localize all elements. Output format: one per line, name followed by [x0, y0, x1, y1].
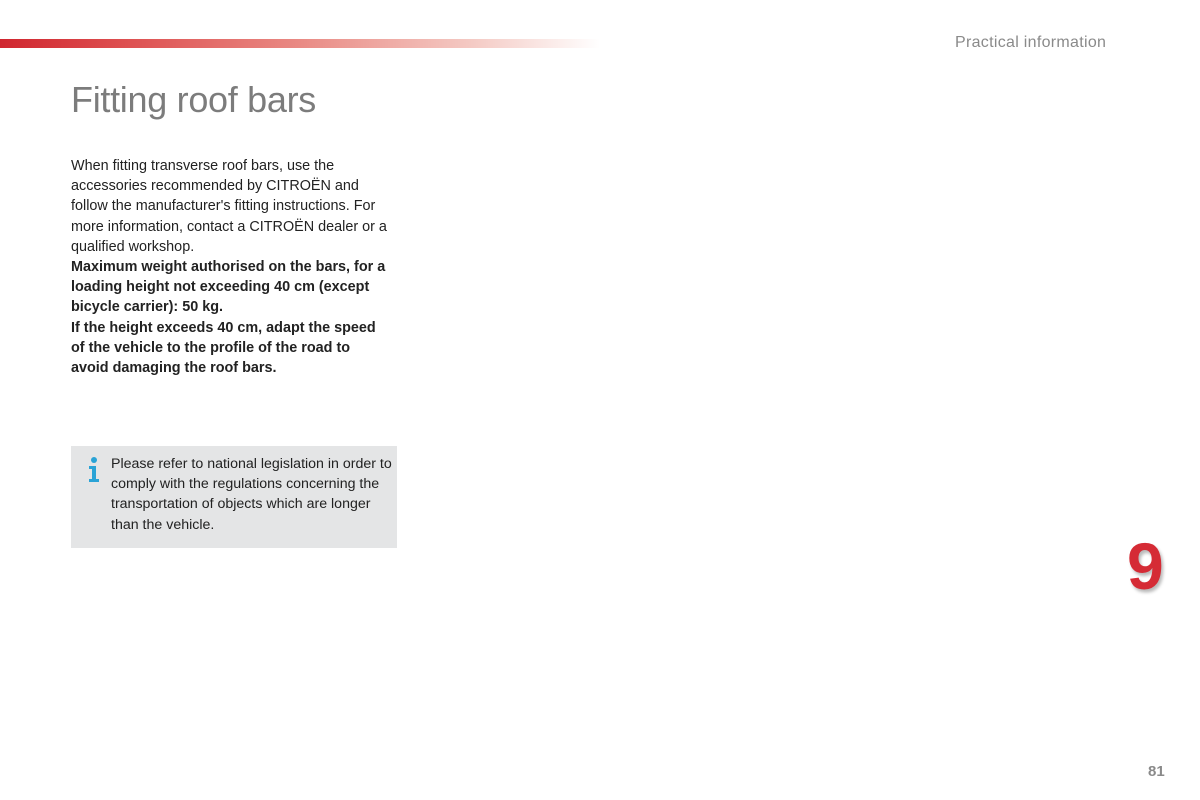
chapter-number: 9 — [1127, 529, 1164, 603]
info-note-box — [71, 446, 397, 548]
info-icon — [87, 456, 101, 484]
intro-paragraph: When fitting transverse roof bars, use the accessories recommended by CITROËN and follow the manufacturer's fitting instructions. For more information, contact a CITROËN dealer or a qualified workshop. — [71, 158, 387, 255]
header-accent-bar — [0, 39, 600, 48]
height-warning: If the height exceeds 40 cm, adapt the speed of the vehicle to the profile of the road to avoid damaging the roof bars. — [71, 319, 376, 377]
body-content — [71, 156, 391, 378]
info-note-text: Please refer to national legislation in order to comply with the regulations concerning the transportation of objects which are longer than the vehicle. — [111, 456, 392, 533]
page-title: Fitting roof bars — [71, 79, 317, 120]
max-weight-warning: Maximum weight authorised on the bars, for a loading height not exceeding 40 cm (except bicycle carrier): 50 kg. — [71, 259, 386, 316]
page-number: 81 — [1148, 763, 1165, 780]
section-title: Practical information — [955, 34, 1107, 51]
